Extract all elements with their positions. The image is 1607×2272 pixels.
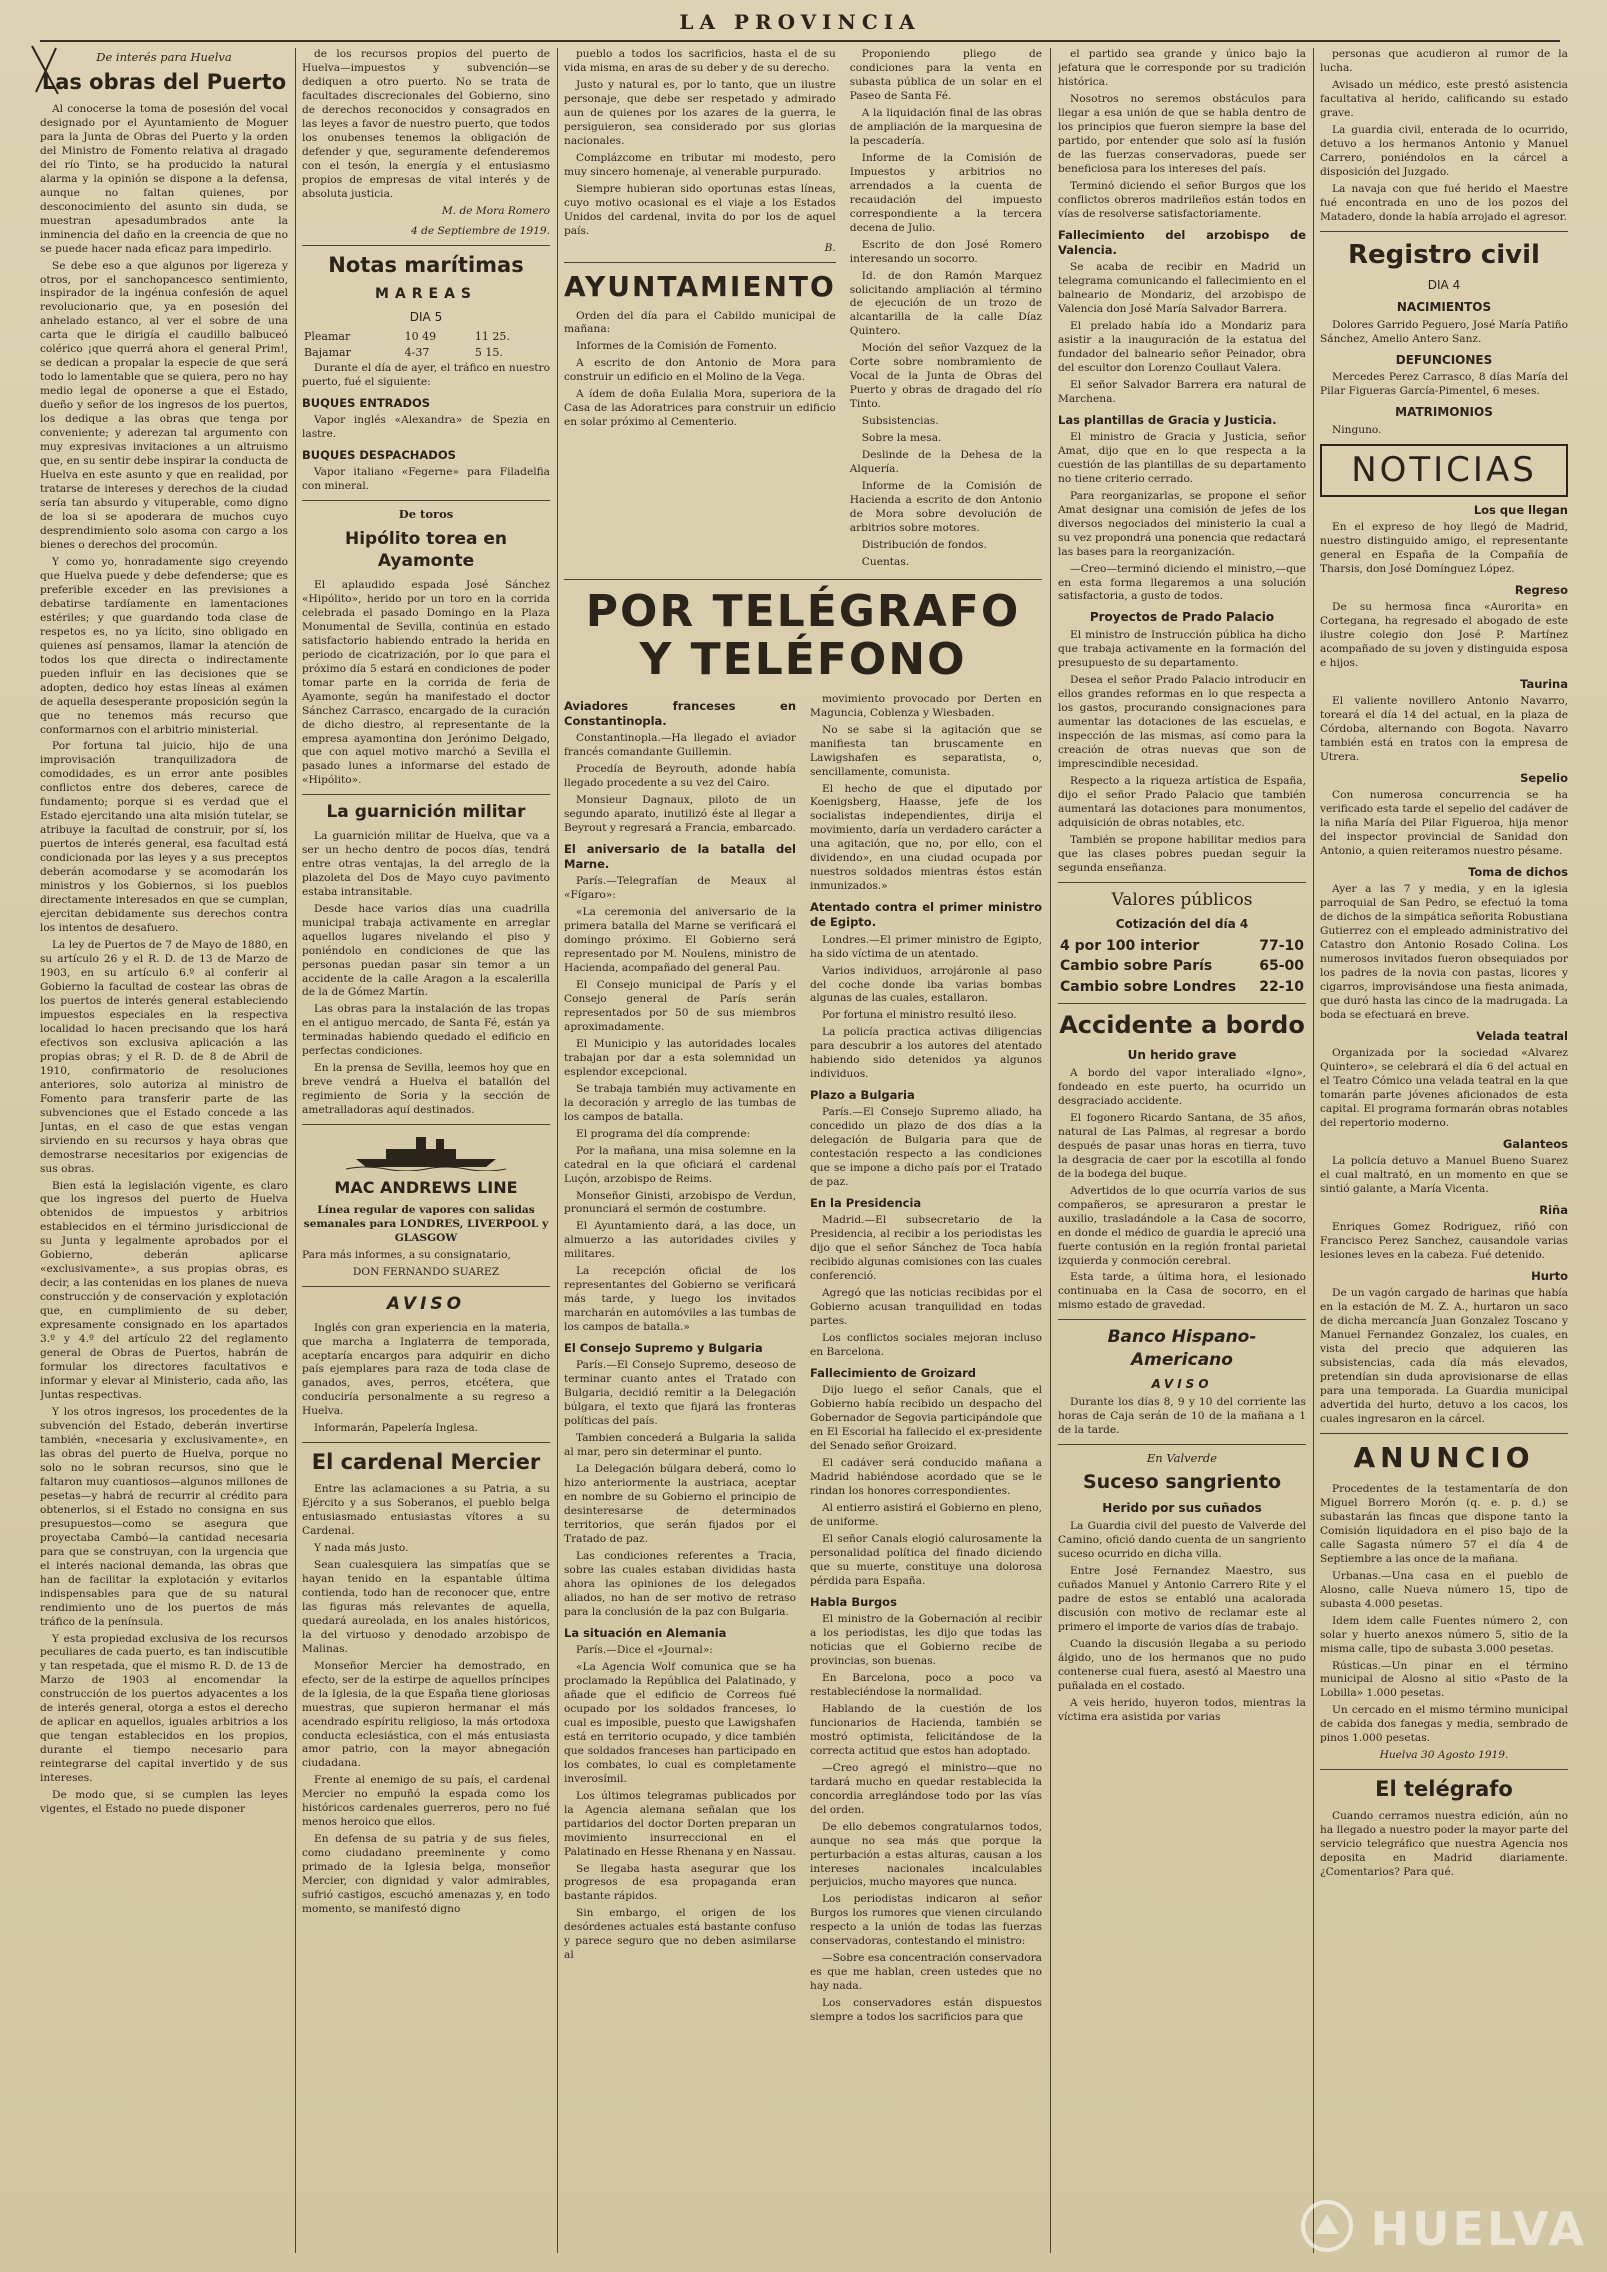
paragraph: La ley de Puertos de 7 de Mayo de 1880, en su artículo 26 y el R. D. de 13 de Marzo de 1903, en su artículo 6.º al conferir al Gobierno la facultad de costear las obras de los puertos de interés general estableciendo impuestos especiales en la respectiva localidad lo hacen precisando que los hará efectivos son exclusiva aplicación a las propias obras; y el R. D. de 8 de Abril de 1910, confirmatorio de resoluciones anteriores, solo autoriza al ministro de Fomento para transferir parte de las subvenciones que el Estado concede a las Juntas, en el caso de que estas vengan sirviendo en su recursos y haya obras que demostrarse necesitarios por exigencias de sus obras. (40, 939, 288, 1175)
tide-cell: 10 49 (404, 329, 437, 343)
mac-andrews-agent: DON FERNANDO SUAREZ (352, 1266, 500, 1279)
paragraph: Los conservadores están dispuestos siempre a todos los sacrificios para que (810, 1997, 1042, 2024)
paragraph: «La Agencia Wolf comunica que se ha proclamado la República del Palatinado, y añade que el edificio de Correos fué ocupado por los soldados franceses, lo cual es imposible, puesto que Lawigshafen está en territorio ocupado, y dice también que soldados franceses han participado en los combates, lo cual es completamente inverosímil. (564, 1660, 796, 1785)
divider (1058, 1319, 1306, 1320)
signature: M. de Mora Romero (441, 204, 550, 217)
paragraph: movimiento provocado por Derten en Maguncia, Coblenza y Wiesbaden. (810, 692, 1042, 719)
paragraph: Desea el señor Prado Palacio introducir en ellos grandes reformas en lo que respecta a los gastos, procurando consignaciones para aumentar las dotaciones de las escuelas, e inspección de las mismas, así como para la creación de otras nuevas que son de imprescindible necesidad. (1058, 674, 1306, 770)
paragraph: La Delegación búlgara deberá, como lo hizo anteriormente la austriaca, aceptar en nombre de su Gobierno el principio de desinteresarse de determinados territorios, que serán fijados por el Tratado de paz. (564, 1463, 796, 1545)
paragraph: de los recursos propios del puerto de Huelva—impuestos y subvención—se dediquen a otro puerto. No se trata de facultades discrecionales del Gobierno, sino de derechos reconocidos y consagrados en las leyes a favor de nuestro puerto, que todos los onubenses tenemos la obligación de defender y que, seguramente defenderemos con el tesón, la energía y el entusiasmo propios de empresas de vital interés y de absoluta justicia. (302, 48, 550, 200)
quote-value: 77-10 (1259, 938, 1304, 955)
news-headline: En la Presidencia (810, 1196, 922, 1211)
paragraph: El Consejo municipal de París y el Consejo general de París serán representados por 50 de sus miembros aproximadamente. (564, 978, 796, 1033)
movement-text: Durante el día de ayer, el tráfico en nuestro puerto, fué el siguiente: (302, 361, 550, 388)
column-3 (564, 48, 1042, 2253)
tide-cell: 5 15. (474, 346, 503, 360)
paragraph: Distribución de fondos. (861, 538, 987, 551)
divider (302, 1124, 550, 1125)
headline-banco: Banco Hispano-Americano (1107, 1327, 1257, 1370)
news-item-text: Organizada por la sociedad «Alvarez Quintero», se celebrará el día 6 del actual en el Teatro Cómico una velada teatral en la que tomarán parte jóvenes aficionados de esta capital. El programa formarán obras notables del repertorio moderno. (1320, 1047, 1568, 1129)
paragraph: Id. de don Ramón Marquez solicitando ampliación al término de ejecución de un trozo de alcantarilla de la calle Díaz Quintero. (849, 269, 1042, 338)
column-rule (295, 48, 296, 2253)
divider (564, 262, 836, 263)
paragraph: Urbanas.—Una casa en el pueblo de Alosno, calle Nueva número 15, tipo de subasta 4.000 pesetas. (1320, 1569, 1568, 1610)
paragraph: Proponiendo pliego de condiciones para la venta en subasta pública de un solar en el Paseo de Santa Fé. (849, 48, 1042, 102)
masthead-title: LA PROVINCIA (679, 10, 921, 34)
quote-value: 65-00 (1259, 958, 1304, 975)
tide-cell: Pleamar (304, 329, 351, 343)
column-5 (1320, 48, 1568, 2253)
paragraph: El ministro de Instrucción pública ha dicho que trabaja activamente en la formación del presupuesto de su departamento. (1058, 629, 1306, 670)
paragraph: Y esta propiedad exclusiva de los recursos peculiares de cada puerto, es tan indiscutible y tan respetada, que el mismo R. D. de 13 de Marzo de 1903 al encomendar la construcción de los puertos adyacentes a los de interés general, otorga a estos el derecho de aplicar en aquellos, iguales arbitrios a los que tengan establecidos en los propios, durante el tiempo necesario para reintegrarse del capital invertido y de sus intereses. (40, 1632, 288, 1785)
divider (302, 1442, 550, 1443)
paragraph: No se sabe si la agitación que se manifiesta tan bruscamente en Lawigshafen es separatista, o, sencillamente, comunista. (810, 723, 1042, 778)
news-item-heading: Galanteos (1502, 1136, 1568, 1151)
column-rule (1313, 48, 1314, 2253)
quote-label: Cambio sobre París (1060, 958, 1213, 975)
news-item-heading: Hurto (1531, 1269, 1568, 1284)
paragraph: El hecho de que el diputado por Koenigsberg, Haasse, jefe de los socialistas independientes, dirija el movimiento, daría un verdadero carácter a una agitación, que no, por ello, con el dividendo», en una ciudad ocupada por nuestros soldados mientras éstos están inmunizados.» (810, 782, 1042, 893)
news-item-text: De un vagón cargado de harinas que había en la estación de M. Z. A., hurtaron un saco de dicha mercancía Juan Gonzalez Toscano y Manuel Fernandez Gonzalez, los cuales, en vista del precio que adquieren las subsistencias, cada día más elevados, pretendían sin duda aprovisionarse de ellas para una temporada. La Guardia municipal advertida del hurto, detuvo a los cacos, los cuales ingresaron en la cárcel. (1320, 1287, 1568, 1425)
paragraph: el partido sea grande y único bajo la jefatura que le corresponde por su tradición histórica. (1058, 48, 1306, 88)
paragraph: Se llegaba hasta asegurar que los progresos de esa propaganda eran bastante rápidos. (564, 1862, 796, 1903)
paragraph: El Municipio y las autoridades locales trabajan por dar a esta solemnidad un esplendor excepcional. (564, 1037, 796, 1078)
news-headline: El Consejo Supremo y Bulgaria (564, 1341, 763, 1356)
tides-table (302, 329, 550, 362)
kicker-valverde: En Valverde (1146, 1451, 1218, 1465)
paragraph: Y los otros ingresos, los procedentes de la subvención del Estado, deberán invertirse también, «necesaria y exclusivamente», en las obras del puerto de Huelva, porque no solo no le sobran recursos, sino que le faltaron muy cuantiosos—algunos millones de pesetas—y habrá de recurrir al crédito para obtenerlos, si el Estado no consigna en sus presupuestos—como se asegura que proyectaba Cambó—la cantidad necesaria para que se construyan, con la urgencia que el interés nacional demanda, las obras que han de facilitar la explotación y evitarlos indispensables para que de su natural rendimiento uno de los puertos de más tráfico de la península. (40, 1406, 288, 1628)
paragraph: A bordo del vapor interaliado «Igno», fondeado en este puerto, ha ocurrido un desgraciado accidente. (1058, 1066, 1306, 1107)
paragraph: Los periodistas indicaron al señor Burgos los rumores que vienen circulando respecto a la unión de todas las fuerzas conservadoras, contestando el ministro: (810, 1893, 1042, 1948)
paragraph: Entre José Fernandez Maestro, sus cuñados Manuel y Antonio Carrero Rite y el padre de estos se entabló una acalorada discusión con motivo de reclamar este al primero el importe de varios días de trabajo. (1058, 1564, 1306, 1633)
entered-text: Vapor inglés «Alexandra» de Spezia en lastre. (302, 413, 550, 440)
matrimonios-text: Ninguno. (1332, 424, 1382, 437)
paragraph: Un cercado en el mismo término municipal de cabida dos fanegas y media, sembrado de pinos 1.000 pesetas. (1320, 1704, 1568, 1745)
quote-label: Cambio sobre Londres (1060, 978, 1237, 995)
paragraph: Monseñor Mercier ha demostrado, en efecto, ser de la estirpe de aquellos príncipes de la Iglesia, de la que España tiene gloriosas muestras, que supieron hermanar el más acendrado espíritu religioso, la más ortodoxa conducta eclesiástica, con el más entusiasta amor patrio, con la mayor abnegación ciudadana. (302, 1659, 550, 1770)
divider (564, 579, 1042, 580)
headline-prado-palacio: Proyectos de Prado Palacio (1089, 610, 1275, 625)
paragraph: Respecto a la riqueza artística de España, dijo el señor Prado Palacio que también aumentará las dotaciones para monumentos, adquisición de obras notables, etc. (1058, 774, 1306, 829)
paragraph: A la liquidación final de las obras de ampliación de la marquesina de la pescadería. (849, 106, 1042, 147)
kicker-toros: De toros (398, 506, 454, 521)
paragraph: personas que acudieron al rumor de la lucha. (1320, 48, 1568, 74)
headline-notas-maritimas: Notas marítimas (328, 252, 524, 277)
divider (1320, 231, 1568, 232)
news-item-text: La policía detuvo a Manuel Bueno Suarez el cual maltrató, en un momento en que se sintió galante, a María Vicenta. (1320, 1155, 1568, 1196)
nacimientos-heading: NACIMIENTOS (1396, 299, 1492, 314)
paragraph: Esta tarde, a última hora, el lesionado continuaba en la Casa de socorro, en el mismo estado de gravedad. (1058, 1271, 1306, 1312)
paragraph: La guarnición militar de Huelva, que va a ser un hecho dentro de pocos días, tendrá entre otras ventajas, la del arreglo de la plazoleta del Dos de Mayo cuyo pavimento estaba intransitable. (302, 829, 550, 898)
paragraph: Dijo luego el señor Canals, que el Gobierno había recibido un despacho del Gobernador de Segovia participándole que en El Escorial ha fallecido el ex-presidente del Senado señor Groizard. (810, 1384, 1042, 1453)
news-headline: Atentado contra el primer ministro de Egipto. (810, 900, 1042, 930)
paragraph: Por fortuna tal juicio, hijo de una improvisación tranquilizadora de comodidades, es un error ante posibles conflictos entre dos deberes, carece de fundamento; porque si es verdad que el Estado ejercitando una alta misión tutelar, se atribuye la facultad de construir, por sí, los puertos de interés general, esa facultad está condicionada por las leyes y a sus preceptos deberán acomodarse y se acomodarán los ministros y los Gobiernos, si los pueblos directamente interesados en que se cumplan, ejercitan debidamente sus derechos contra los intentos de desafuero. (40, 740, 288, 935)
paragraph: Tambien concederá a Bulgaria la salida al mar, pero sin determinar el punto. (564, 1432, 796, 1459)
paragraph: Procedía de Beyrouth, adonde había llegado procedente a su vez del Cairo. (564, 762, 796, 789)
paragraph: —Sobre esa concentración conservadora es que me hablan, creen ustedes que no hay nada. (810, 1952, 1042, 1993)
divider (1320, 1433, 1568, 1434)
paragraph: El señor Canals elogió calurosamente la personalidad política del finado diciendo que su muerte, constituye una dolorosa pérdida para España. (810, 1532, 1042, 1587)
signature: B. (824, 241, 836, 254)
defunciones-heading: DEFUNCIONES (1395, 352, 1493, 367)
paragraph: La navaja con que fué herido el Maestre fué encontrada en uno de los pozos del Matadero, donde la había arrojado el agresor. (1320, 182, 1568, 223)
paragraph: Se debe eso a que algunos por ligereza y otros, por el sanchopancesco sentimiento, inspirador de la ingénua confesión de aquel revolucionario que, ya en posesión del anhelado estanco, al ver el sobre de una carta que le dirigía el caudillo balbuceó colérico ¡que querrá ahora el general Prim!, se dedican a propalar la especie de que será todo lo lamentable que se quiera, pero no hay medio legal de oponerse a que el Estado, dueño y señor de los ingresos de los puertos, los dedique a las obras que tenga por conveniente; y aderezan tal argumento con muy expresivas invitaciones a un altruismo que, en su sentir debe inspirar la conducta de Huelva en este asunto y que en realidad, por tratarse de intereses y derechos de la ciudad sería tan absurdo y vituperable, como digno de loa si se apoderara de muchos cuyo desprendimiento solo asoma con cargo a los bienes o derechos del procomún. (40, 259, 288, 551)
paragraph: El cadáver será conducido mañana a Madrid habiéndose acordado que se le rindan los honores correspondientes. (810, 1457, 1042, 1498)
dispatched-heading: BUQUES DESPACHADOS (302, 447, 456, 462)
headline-accidente: Accidente a bordo (1059, 1011, 1305, 1040)
banco-text: Durante los días 8, 9 y 10 del corriente las horas de Caja serán de 10 de la mañana a 1 de la tarde. (1058, 1396, 1306, 1437)
headline-obras-puerto: Las obras del Puerto (41, 70, 287, 95)
paragraph: Desde hace varios días una cuadrilla municipal trabaja activamente en arreglar aquellos lugares nivelando el piso y poniéndolo en condiciones de que las personas puedan pasar sin temor a un accidente de la calle Aragon a la escalerilla de la de Gómez Martín. (302, 902, 550, 999)
anuncio-date: Huelva 30 Agosto 1919. (1379, 1749, 1509, 1762)
paragraph: Frente al enemigo de su país, el cardenal Mercier no empuñó la espada como los históricos cardenales guerreros, pero no fué menos heroico que ellos. (302, 1774, 550, 1829)
news-item-heading: Toma de dichos (1468, 865, 1568, 880)
paragraph: Subsistencias. (861, 415, 939, 428)
archive-logo-icon (1299, 2198, 1355, 2254)
news-headline: Habla Burgos (810, 1594, 897, 1609)
signature-date: 4 de Septiembre de 1919. (410, 224, 550, 237)
article-continuation (1320, 48, 1568, 225)
paragraph: A escrito de don Antonio de Mora para construir un edificio en el Molino de la Vega. (564, 357, 836, 384)
aviso-info: Informarán, Papelería Inglesa. (314, 1422, 479, 1435)
paragraph: París.—Dice el «Journal»: (576, 1643, 713, 1656)
paragraph: Por fortuna el ministro resultó ileso. (822, 1009, 1017, 1022)
paragraph: Informe de la Comisión de Impuestos y arbitrios no arrendados a la cuenta de recaudación del impuesto correspondiente a la tercera decena de Julio. (849, 151, 1042, 234)
paragraph: En defensa de su patria y de sus fieles, como ciudadano preeminente y como primado de la Iglesia belga, monseñor Mercier, con dignidad y valor admirables, sufrió castigos, escuchó amenazas y, en todo momento, se manifestó digno (302, 1833, 550, 1916)
masthead (40, 8, 1560, 42)
paragraph: Orden del día para el Cabildo municipal de mañana: (564, 309, 836, 336)
column-rule (1050, 48, 1051, 2253)
paragraph: París.—Telegrafían de Meaux al «Fígaro»: (564, 875, 796, 902)
paragraph: Sobre la mesa. (861, 432, 942, 445)
paragraph: El programa del día comprende: (576, 1127, 751, 1140)
paragraph: Deslinde de la Dehesa de la Alquería. (849, 449, 1042, 476)
tide-row (302, 329, 550, 346)
headline-valores: Valores públicos (1111, 889, 1253, 910)
paragraph: Rústicas.—Un pinar en el término municipal de Alosno al sitio «Pasto de la Lobilla» 1.000 pesetas. (1320, 1659, 1568, 1700)
headline-mac-andrews: MAC ANDREWS LINE (334, 1178, 518, 1198)
article-body (40, 103, 288, 1817)
paragraph: Y como yo, honradamente sigo creyendo que Huelva puede y debe defenderse; que es preferible exceder en las previsiones a debatirse tardíamente en lamentaciones estériles; y que guardando toda clase de respetos es, no ya lícito, sino obligado en quienes así pensamos, llamar la atención de todos los que directa o indirectamente pueden influir en las decisiones que se adopten, dedico hoy estas líneas al exámen de aquella desesperante proposición según la que no tenemos más recurso que conformarnos con el arbitrio ministerial. (40, 555, 288, 736)
paragraph: El aplaudido espada José Sánchez «Hipólito», herido por un toro en la corrida celebrada el pasado Domingo en la Plaza Monumental de Sevilla, continúa en estado satisfactorio habiendo entrado la herida en periodo de cicatrización, por lo que para el próximo día 5 estará en condiciones de poder tomar parte en la corrida de feria de Ayamonte, según ha manifestado el doctor Sánchez Carrasco, encargado de la curación de dicho diestro, al representante de la empresa ayamontina don Jerónimo Delgado, que con aquel motivo marchó a Sevilla el pasado lunes a informarse del estado de «Hipólito». (302, 578, 550, 787)
news-headline: La situación en Alemania (564, 1625, 727, 1640)
paragraph: Por la mañana, una misa solemne en la catedral en la que oficiará el cardenal Luçón, arzobispo de Reims. (564, 1144, 796, 1185)
aviso-text: Inglés con gran experiencia en la materia, que marcha a Inglaterra de temporada, aceptaría encargos para adquirir en dicho país ejemplares para raza de toda clase de ganados, aves, perros, etcétera, que conduciría personalmente a su regreso a Huelva. (302, 1321, 550, 1418)
paragraph: París.—El Consejo Supremo, deseoso de terminar cuanto antes el Tratado con Bulgaria, decidió remitir a la Delegación búlgara, el texto que fijará las fronteras políticas del país. (564, 1359, 796, 1428)
paragraph: Al conocerse la toma de posesión del vocal designado por el Ayuntamiento de Moguer para la Junta de Obras del Puerto y la orden del Ministro de Fomento relativa al dragado del río Tinto, se ha producido la natural alarma y la opinión se dispone a la defensa, aunque no faltan quienes, por desconocimiento del asunto sin duda, se muestran apesadumbrados ante la inminencia del daño en la creencia de que no se puede hacer nada eficaz para impedirlo. (40, 102, 288, 255)
article-continuation (1058, 48, 1306, 222)
news-item-heading: Sepelio (1520, 771, 1568, 786)
registro-day: DIA 4 (1427, 277, 1461, 292)
divider (302, 1286, 550, 1287)
paragraph: Y nada más justo. (314, 1541, 409, 1554)
paragraph: Informes de la Comisión de Fomento. (576, 340, 777, 353)
news-item-heading: Regreso (1514, 583, 1568, 598)
banco-aviso: AVISO (1151, 1377, 1213, 1392)
tide-cell: 11 25. (474, 329, 510, 343)
article-body (302, 1483, 550, 1917)
paragraph: Procedentes de la testamentaría de don Miguel Borrero Morón (q. e. p. d.) se subastarán las fincas que dispone tanto la Comisión liquidadora en el piso bajo de la calle Sagasta número 57 el día 4 de Septiembre a las once de la mañana. (1320, 1482, 1568, 1565)
column-4 (1058, 48, 1306, 2253)
news-headline: Fallecimiento de Groizard (810, 1366, 977, 1381)
archive-watermark: HUELVA (1370, 2202, 1587, 2256)
column-rule (557, 48, 558, 2253)
mercier-ending (564, 48, 836, 573)
headline-line-1: POR TELÉGRAFO (585, 585, 1021, 637)
news-item-text: Con numerosa concurrencia se ha verificado esta tarde el sepelio del cadáver de la niña María del Pilar Figueroa, hija menor del inspector provincial de Sanidad don Antonio, a quien reiteramos nuestro pésame. (1320, 789, 1568, 858)
mac-andrews-text: Línea regular de vapores con salidas semanales para LONDRES, LIVERPOOL y GLASGOW (303, 1204, 549, 1245)
article-continuation (302, 48, 550, 202)
paragraph: También se propone habilitar medios para que las clases pobres puedan seguir la segunda enseñanza. (1058, 833, 1306, 874)
kicker: De interés para Huelva (96, 50, 232, 64)
tide-cell: 4-37 (404, 346, 430, 360)
mareas-title: MAREAS (374, 286, 478, 303)
news-list (1320, 503, 1568, 1427)
paragraph: Al entierro asistirá el Gobierno en pleno, de uniforme. (810, 1502, 1042, 1529)
paragraph: Madrid.—El subsecretario de la Presidencia, al recibir a los periodistas les dijo que el señor Sánchez de Toca había recibido algunas comisiones con las cuales conferenció. (810, 1214, 1042, 1283)
headline-cardenal-mercier: El cardenal Mercier (311, 1450, 541, 1475)
divider (1058, 1003, 1306, 1004)
headline-suceso: Suceso sangriento (1082, 1471, 1282, 1494)
paragraph: Las condiciones referentes a Tracia, sobre las cuales estaban divididas hasta ahora las opiniones de los delegados aliados, no han de ser motivo de retraso para la conclusión de la paz con Bulgaria. (564, 1549, 796, 1618)
paragraph: El ministro de la Gobernación al recibir a los periodistas, les dijo que todas las noticias que el Gobierno recibe de provincias, son buenas. (810, 1613, 1042, 1667)
paragraph: Agregó que las noticias recibidas por el Gobierno acusan tranquilidad en todas partes. (810, 1287, 1042, 1328)
divider (302, 500, 550, 501)
paragraph: Londres.—El primer ministro de Egipto, ha sido víctima de un atentado. (810, 933, 1042, 960)
headline-por-telegrafo (564, 585, 1042, 686)
headline-guarnicion: La guarnición militar (326, 802, 526, 823)
paragraph: Bien está la legislación vigente, es claro que los ingresos del puerto de Huelva obtenidos de impuestos y arbitrios establecidos en el término jurisdiccional de su Junta y legalmente aprobados por el Gobierno, deberán aplicarse «exclusivamente», a sus propias obras, es decir, a las contenidas en los planes de nueva construcción y de conservación y explotación que, en cumplimiento de su deber, expresamente consignado en los apartados 3.º y 4.º del artículo 22 del reglamento general de Obras de Puertos, habrán de formular los directores facultativos e informar y elevar al Ministerio, cada año, las Juntas respectivas. (40, 1179, 288, 1402)
ship-illustration (346, 1131, 506, 1171)
paragraph: En Barcelona, poco a poco va restableciéndose la normalidad. (810, 1671, 1042, 1698)
news-item-text: Enriques Gomez Rodriguez, riñó con Francisco Perez Sanchez, causandole varias lesiones leves en la cabeza. Fué detenido. (1320, 1221, 1568, 1262)
cabildo-list (850, 48, 1042, 573)
paragraph: Escrito de don José Romero interesando un socorro. (849, 238, 1042, 265)
news-item-text: De su hermosa finca «Aurorita» en Cortegana, ha regresado el abogado de este ilustre colegio don José P. Martínez acompañado de su joven y distinguida esposa e hijos. (1320, 601, 1568, 670)
top-section (564, 48, 1042, 573)
headline-ayuntamiento: AYUNTAMIENTO (564, 269, 836, 303)
paragraph: De ello debemos congratularnos todos, aunque no sea más que porque la perturbación a estas alturas, causan a los intereses nacionales incalculables perjuicios, mucho mayores que nunca. (810, 1820, 1042, 1889)
entered-heading: BUQUES ENTRADOS (302, 395, 431, 410)
paragraph: «La ceremonia del aniversario de la primera batalla del Marne se verificará el domingo próximo. El Gobierno será representado por M. Noulens, ministro de Hacienda, acompañado del general Pau. (564, 906, 796, 974)
mac-andrews-info: Para más informes, a su consignatario, (302, 1249, 511, 1262)
paragraph: Las obras para la instalación de las tropas en el antiguo mercado, de Santa Fé, están ya terminadas habiendo quedado el edificio en perfectas condiciones. (302, 1003, 550, 1058)
paragraph: Entre las aclamaciones a su Patria, a su Ejército y a sus Soberanos, el pueblo belga entusiasmado entusiastas vítores a su Cardenal. (302, 1483, 550, 1537)
article-body (302, 830, 550, 1118)
subheadline: Un herido grave (1127, 1048, 1237, 1063)
headline-anuncio: ANUNCIO (1353, 1440, 1535, 1474)
headline-telegrafo: El telégrafo (1375, 1777, 1513, 1802)
news-item-text: En el expreso de hoy llegó de Madrid, nuestro distinguido amigo, el representante general en España de la Compañía de Tharsis, don José Domínguez López. (1320, 521, 1568, 576)
quote-value: 22-10 (1259, 978, 1304, 995)
headline-aviso: AVISO (386, 1294, 466, 1315)
paragraph: Justo y natural es, por lo tanto, que un ilustre personaje, que debe ser respetado y admirado aun de quienes por los azares de la guerra, le persiguieron, sea considerado por sus glorias nacionales. (564, 78, 836, 147)
article-body (302, 579, 550, 789)
subheadline: Herido por sus cuñados (1102, 1501, 1262, 1516)
divider (302, 245, 550, 246)
dispatched-text: Vapor italiano «Fegerne» para Filadelfia con mineral. (302, 465, 550, 492)
paragraph: Los últimos telegramas publicados por la Agencia alemana señalan que los partidarios del doctor Dorten preparan un movimiento insurreccional en el Palatinado en Hesse Rhenana y en Nassau. (564, 1789, 796, 1858)
cotizacion-heading: Cotización del día 4 (1115, 917, 1249, 932)
column-1 (40, 48, 288, 2253)
news-headline: Plazo a Bulgaria (810, 1088, 915, 1103)
paragraph: pueblo a todos los sacrificios, hasta el de su vida misma, en aras de su deber y de su derecho. (564, 48, 836, 74)
paragraph: El señor Salvador Barrera era natural de Marchena. (1058, 378, 1306, 405)
paragraph: Se trabaja también muy activamente en la decoración y arreglo de las tumbas de los campos de batalla. (564, 1082, 796, 1123)
paragraph: Cuentas. (861, 555, 910, 568)
telegraph-news (564, 693, 1042, 2028)
tide-row (302, 345, 550, 362)
quote-row (1058, 936, 1306, 956)
column-2 (302, 48, 550, 2253)
paragraph: Sean cualesquiera las simpatías que se hayan tenido en la espantable última contienda, todo han de reconocer que, entre las figuras más relevantes de aquella, quedará aureolada, en los anales históricos, la del virtuoso y denodado arzobispo de Malinas. (302, 1558, 550, 1655)
tide-cell: Bajamar (304, 346, 351, 360)
headline-plantillas: Las plantillas de Gracia y Justicia. (1058, 412, 1277, 427)
headline-line-2: Y TELÉFONO (639, 634, 967, 686)
paragraph: El fogonero Ricardo Santana, de 35 años, natural de Las Palmas, al regresar a bordo después de pasar unas horas en tierra, tuvo la desgracia de caer por la escotilla al fondo de la bodega del buque. (1058, 1111, 1306, 1180)
paragraph: Complázcome en tributar mi modesto, pero muy sincero homenaje, al venerable purpurado. (564, 151, 836, 178)
paragraph: La policía practica activas diligencias para descubrir a los autores del atentado habiendo sido detenidos ya algunos individuos. (810, 1026, 1042, 1081)
paragraph: La guardia civil, enterada de lo ocurrido, detuvo a los hermanos Antonio y Manuel Carrero, poniéndolos en la cárcel a disposición del Juzgado. (1320, 123, 1568, 178)
paragraph: Hablando de la cuestión de los funcionarios de Hacienda, también se mostró optimista, felicitándose de la correcta actitud que estos han adoptado. (810, 1702, 1042, 1757)
paragraph: París.—El Consejo Supremo aliado, ha concedido un plazo de dos días a la delegación de Bulgaria para que de contestación respecto a las condiciones que se impone a dicho país por el Tratado de paz. (810, 1106, 1042, 1189)
telegrafo-text: Cuando cerramos nuestra edición, aún no ha llegado a nuestro poder la mayor parte del servicio telegráfico que nuestra Agencia nos deposita en Madrid diariamente. ¿Comentarios? Para qué. (1320, 1810, 1568, 1878)
paragraph: El prelado había ido a Mondariz para asistir a la inauguración de la estatua del fundador del balneario señor Peinador, obra del escultor don Lorenzo Coullaut Valera. (1058, 319, 1306, 374)
paragraph: La Guardia civil del puesto de Valverde del Camino, ofició dando cuenta de un sangriento suceso ocurrido en dicha villa. (1058, 1520, 1306, 1561)
paragraph: A veis herido, huyeron todos, mientras la víctima era asistida por varias (1058, 1696, 1306, 1723)
paragraph: El ministro de Gracia y Justicia, señor Amat, dijo que en lo que respecta a la cuestión de las plantillas de su departamento no tiene criterio cerrado. (1058, 430, 1306, 485)
defunciones-text: Mercedes Perez Carrasco, 8 días María del Pilar Figueras García-Pimentel, 6 meses. (1320, 371, 1568, 398)
paragraph: El Ayuntamiento dará, a las doce, un almuerzo a las autoridades civiles y militares. (564, 1220, 796, 1261)
paragraph: —Creo—terminó diciendo el ministro,—que en esta forma llegaremos a una solución satisfactoria, a gusto de todos. (1058, 562, 1306, 603)
news-headline: El aniversario de la batalla del Marne. (564, 841, 796, 871)
divider (1320, 1769, 1568, 1770)
matrimonios-heading: MATRIMONIOS (1395, 405, 1493, 420)
paragraph: Informe de la Comisión de Hacienda a escrito de don Antonio de Mora sobre devolución de arbitrios sobre motores. (849, 480, 1042, 534)
news-item-text: El valiente novillero Antonio Navarro, toreará el día 14 del actual, en la plaza de Córdoba, alternando con Bogota. Navarro también está en tratos con la empresa de Utrera. (1320, 695, 1568, 764)
news-item-text: Ayer a las 7 y media, y en la iglesia parroquial de San Pedro, se efectuó la toma de dichos de la simpática señorita Robustiana Gutierrez con el empleado administrativo del Catastro don Antonio Rosado Colina. Los numerosos invitados fueron obsequiados por los padres de la novia con pastas, licores y cigarros, improvisándose una fiesta animada, que duró hasta las cinco de la madrugada. La boda se efectuará en breve. (1320, 883, 1568, 1021)
nacimientos-text: Dolores Garrido Peguero, José María Patiño Sánchez, Amelio Antero Sanz. (1320, 318, 1568, 345)
paragraph: Nosotros no seremos obstáculos para llegar a esa unión de que se habla dentro de los principios que fueron siempre la base del partido, por entender que solo así la fusión de las fuerzas conservadoras, puede ser beneficiosa para los intereses del país. (1058, 92, 1306, 175)
paragraph: En la prensa de Sevilla, leemos hoy que en breve vendrá a Huelva el batallón del regimiento de Soria y la sección de ametralladoras aquí destinados. (302, 1062, 550, 1117)
paragraph: Monsieur Dagnaux, piloto de un segundo aparato, inutilizó éste al llegar a Beyrout y regresará a Francia, embarcado. (564, 793, 796, 834)
paragraph: Los conflictos sociales mejoran incluso en Barcelona. (810, 1332, 1042, 1359)
paragraph: Terminó diciendo el señor Burgos que los conflictos obreros madrileños están todos en vías de resolverse satisfactoriamente. (1058, 179, 1306, 220)
news-item-heading: Riña (1539, 1202, 1568, 1217)
news-item-heading: Taurina (1520, 677, 1568, 692)
headline-noticias: NOTICIAS (1320, 444, 1568, 497)
news-item-heading: Velada teatral (1476, 1028, 1568, 1043)
paragraph: La recepción oficial de los representantes del Gobierno se verificará más tarde, y luego los invitados marcharán en automóviles a las tumbas de los campos de batalla.» (564, 1265, 796, 1334)
divider (1058, 1444, 1306, 1445)
paragraph: Siempre hubieran sido oportunas estas líneas, cuyo motivo ocasional es el viaje a los Estados Unidos del cardenal, invita do por los de aquel país. (564, 182, 836, 237)
paragraph: Idem idem calle Fuentes número 2, con solar y huerto anexos número 5, sitio de la misma calle, tipo de subasta 3.000 pesetas. (1320, 1614, 1568, 1655)
headline-hipolito: Hipólito torea en Ayamonte (344, 528, 508, 572)
paragraph: De modo que, si se cumplen las leyes vigentes, el Estado no puede disponer (40, 1789, 288, 1816)
paragraph: Avisado un médico, este prestó asistencia facultativa al herido, calificando su estado grave. (1320, 78, 1568, 119)
paragraph: —Creo agregó el ministro—que no tardará mucho en quedar restablecida la concordia arreglándose todo por las vías del orden. (810, 1761, 1042, 1816)
divider (1058, 882, 1306, 883)
paragraph: Sin embargo, el origen de los desórdenes actuales está bastante confuso y parece seguro que no deben asimilarse al (564, 1907, 796, 1962)
paragraph: Moción del señor Vazquez de la Corte sobre nombramiento de Vocal de la Junta de Obras del Puerto y obras de dragado del río Tinto. (849, 342, 1042, 411)
quote-row (1058, 977, 1306, 997)
divider (302, 794, 550, 795)
paragraph: Cuando la discusión llegaba a su periodo álgido, uno de los hermanos que no pudo contenerse cual fuera, asestó al Maestro una puñalada en el costado. (1058, 1637, 1306, 1692)
quote-row (1058, 956, 1306, 976)
paragraph: Monseñor Ginisti, arzobispo de Verdun, pronunciará el sermón de costumbre. (564, 1189, 796, 1216)
mareas-day: DIA 5 (409, 309, 443, 324)
paragraph: Para reorganizarlas, se propone el señor Amat designar una comisión de jefes de los diversos negociados del ministerio la cual a su vez propondrá una ponencia que redactará las bases para la reorganización. (1058, 489, 1306, 558)
paragraph: Advertidos de lo que ocurría varios de sus compañeros, se apresuraron a prestar le auxilio, trasladándole a la Casa de socorro, en donde el médico de guardia le apreció una fuerte contusión en la región frontal parietal izquierda y conmoción cerebral. (1058, 1184, 1306, 1267)
headline-registro-civil: Registro civil (1348, 239, 1540, 270)
news-headline: Aviadores franceses en Constantinopla. (564, 698, 796, 728)
paragraph: Constantinopla.—Ha llegado el aviador francés comandante Guillemin. (564, 732, 796, 758)
headline-arzobispo: Fallecimiento del arzobispo de Valencia. (1058, 227, 1306, 257)
quotes-table (1058, 936, 1306, 997)
paragraph: A ídem de doña Eulalia Mora, superiora de la Casa de las Adoratrices para construir un edificio en solar próximo al Cementerio. (564, 388, 836, 429)
paragraph: Varios individuos, arrojáronle al paso del coche donde iba varias bombas algunas de las cuales, estallaron. (810, 964, 1042, 1005)
paragraph: Se acaba de recibir en Madrid un telegrama comunicando el fallecimiento en el balneario de Mondariz, del arzobispo de Valencia don José María Salvador Barrera. (1058, 260, 1306, 315)
quote-label: 4 por 100 interior (1060, 938, 1200, 955)
news-item-heading: Los que llegan (1473, 502, 1568, 517)
